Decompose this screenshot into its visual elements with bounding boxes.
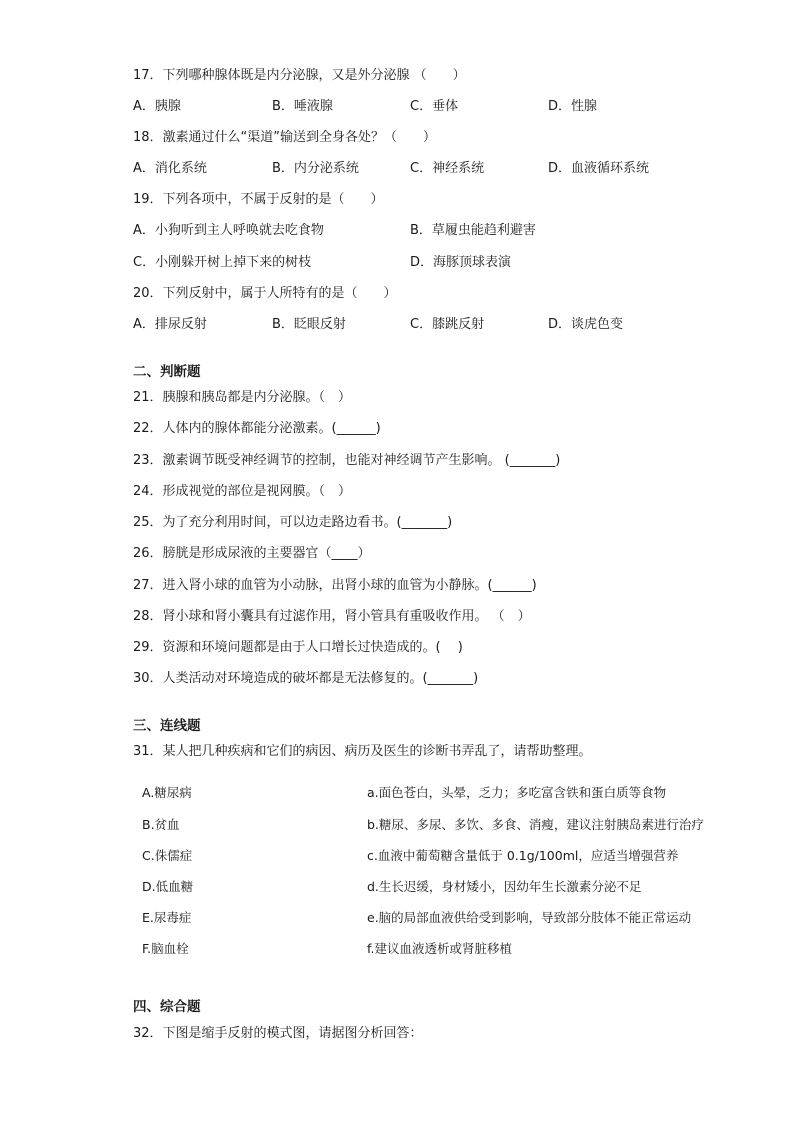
question-26: 26．膀胱是形成尿液的主要器官（____） bbox=[133, 546, 371, 561]
question-20-stem: 20．下列反射中，属于人所特有的是（ ） bbox=[133, 286, 397, 301]
section-3-title: 三、连线题 bbox=[133, 718, 201, 734]
question-23: 23．激素调节既受神经调节的控制，也能对神经调节产生影响。 (_______) bbox=[133, 453, 561, 468]
question-30: 30．人类活动对环境造成的破坏都是无法修复的。(_______) bbox=[133, 671, 479, 686]
question-17-option-d: D．性腺 bbox=[548, 99, 598, 114]
question-17-option-a: A．胰腺 bbox=[133, 99, 181, 114]
question-24: 24．形成视觉的部位是视网膜。（ ） bbox=[133, 484, 352, 499]
disease-d: D.低血糖 bbox=[142, 879, 194, 894]
disease-e: E.尿毒症 bbox=[142, 910, 192, 925]
question-25: 25．为了充分利用时间，可以边走路边看书。(_______) bbox=[133, 515, 453, 530]
question-32: 32．下图是缩手反射的模式图，请据图分析回答： bbox=[133, 1026, 423, 1041]
section-4-title: 四、综合题 bbox=[133, 999, 201, 1015]
question-17-option-c: C．垂体 bbox=[410, 99, 459, 114]
question-18-option-b: B．内分泌系统 bbox=[272, 161, 359, 176]
question-18-option-c: C．神经系统 bbox=[410, 161, 485, 176]
question-20-option-d: D．谈虎色变 bbox=[548, 317, 624, 332]
description-f: f.建议血液透析或肾脏移植 bbox=[367, 941, 512, 956]
question-19-option-b: B．草履虫能趋利避害 bbox=[410, 223, 536, 238]
question-20-option-b: B．眨眼反射 bbox=[272, 317, 346, 332]
question-20-option-c: C．膝跳反射 bbox=[410, 317, 485, 332]
question-21: 21．胰腺和胰岛都是内分泌腺。（ ） bbox=[133, 390, 352, 405]
question-18-option-d: D．血液循环系统 bbox=[548, 161, 650, 176]
question-27: 27．进入肾小球的血管为小动脉，出肾小球的血管为小静脉。(______) bbox=[133, 578, 537, 593]
question-18-option-a: A．消化系统 bbox=[133, 161, 207, 176]
question-17-option-b: B．唾液腺 bbox=[272, 99, 333, 114]
question-19-option-a: A．小狗听到主人呼唤就去吃食物 bbox=[133, 223, 324, 238]
question-18-stem: 18．激素通过什么“渠道”输送到全身各处？（ ） bbox=[133, 130, 437, 145]
question-29: 29．资源和环境问题都是由于人口增长过快造成的。( ) bbox=[133, 640, 463, 655]
disease-b: B.贫血 bbox=[142, 817, 180, 832]
description-e: e.脑的局部血液供给受到影响，导致部分肢体不能正常运动 bbox=[367, 910, 692, 925]
question-19-option-c: C．小刚躲开树上掉下来的树枝 bbox=[133, 255, 312, 270]
question-22: 22．人体内的腺体都能分泌激素。(______) bbox=[133, 421, 381, 436]
disease-a: A.糖尿病 bbox=[142, 785, 192, 800]
question-17-stem: 17．下列哪种腺体既是内分泌腺，又是外分泌腺 （ ） bbox=[133, 68, 466, 83]
question-20-option-a: A．排尿反射 bbox=[133, 317, 207, 332]
question-31: 31．某人把几种疾病和它们的病因、病历及医生的诊断书弄乱了，请帮助整理。 bbox=[133, 744, 592, 759]
description-d: d.生长迟缓，身材矮小，因幼年生长激素分泌不足 bbox=[367, 879, 642, 894]
description-a: a.面色苍白，头晕，乏力；多吃富含铁和蛋白质等食物 bbox=[367, 785, 667, 800]
question-28: 28．肾小球和肾小囊具有过滤作用，肾小管具有重吸收作用。 （ ） bbox=[133, 609, 531, 624]
description-c: c.血液中葡萄糖含量低于 0.1g/100ml，应适当增强营养 bbox=[367, 848, 679, 863]
disease-f: F.脑血栓 bbox=[142, 941, 189, 956]
section-2-title: 二、判断题 bbox=[133, 364, 201, 380]
question-19-option-d: D．海豚顶球表演 bbox=[410, 255, 512, 270]
disease-c: C.侏儒症 bbox=[142, 848, 193, 863]
description-b: b.糖尿、多尿、多饮、多食、消瘦，建议注射胰岛素进行治疗 bbox=[367, 817, 704, 832]
question-19-stem: 19．下列各项中，不属于反射的是（ ） bbox=[133, 192, 384, 207]
